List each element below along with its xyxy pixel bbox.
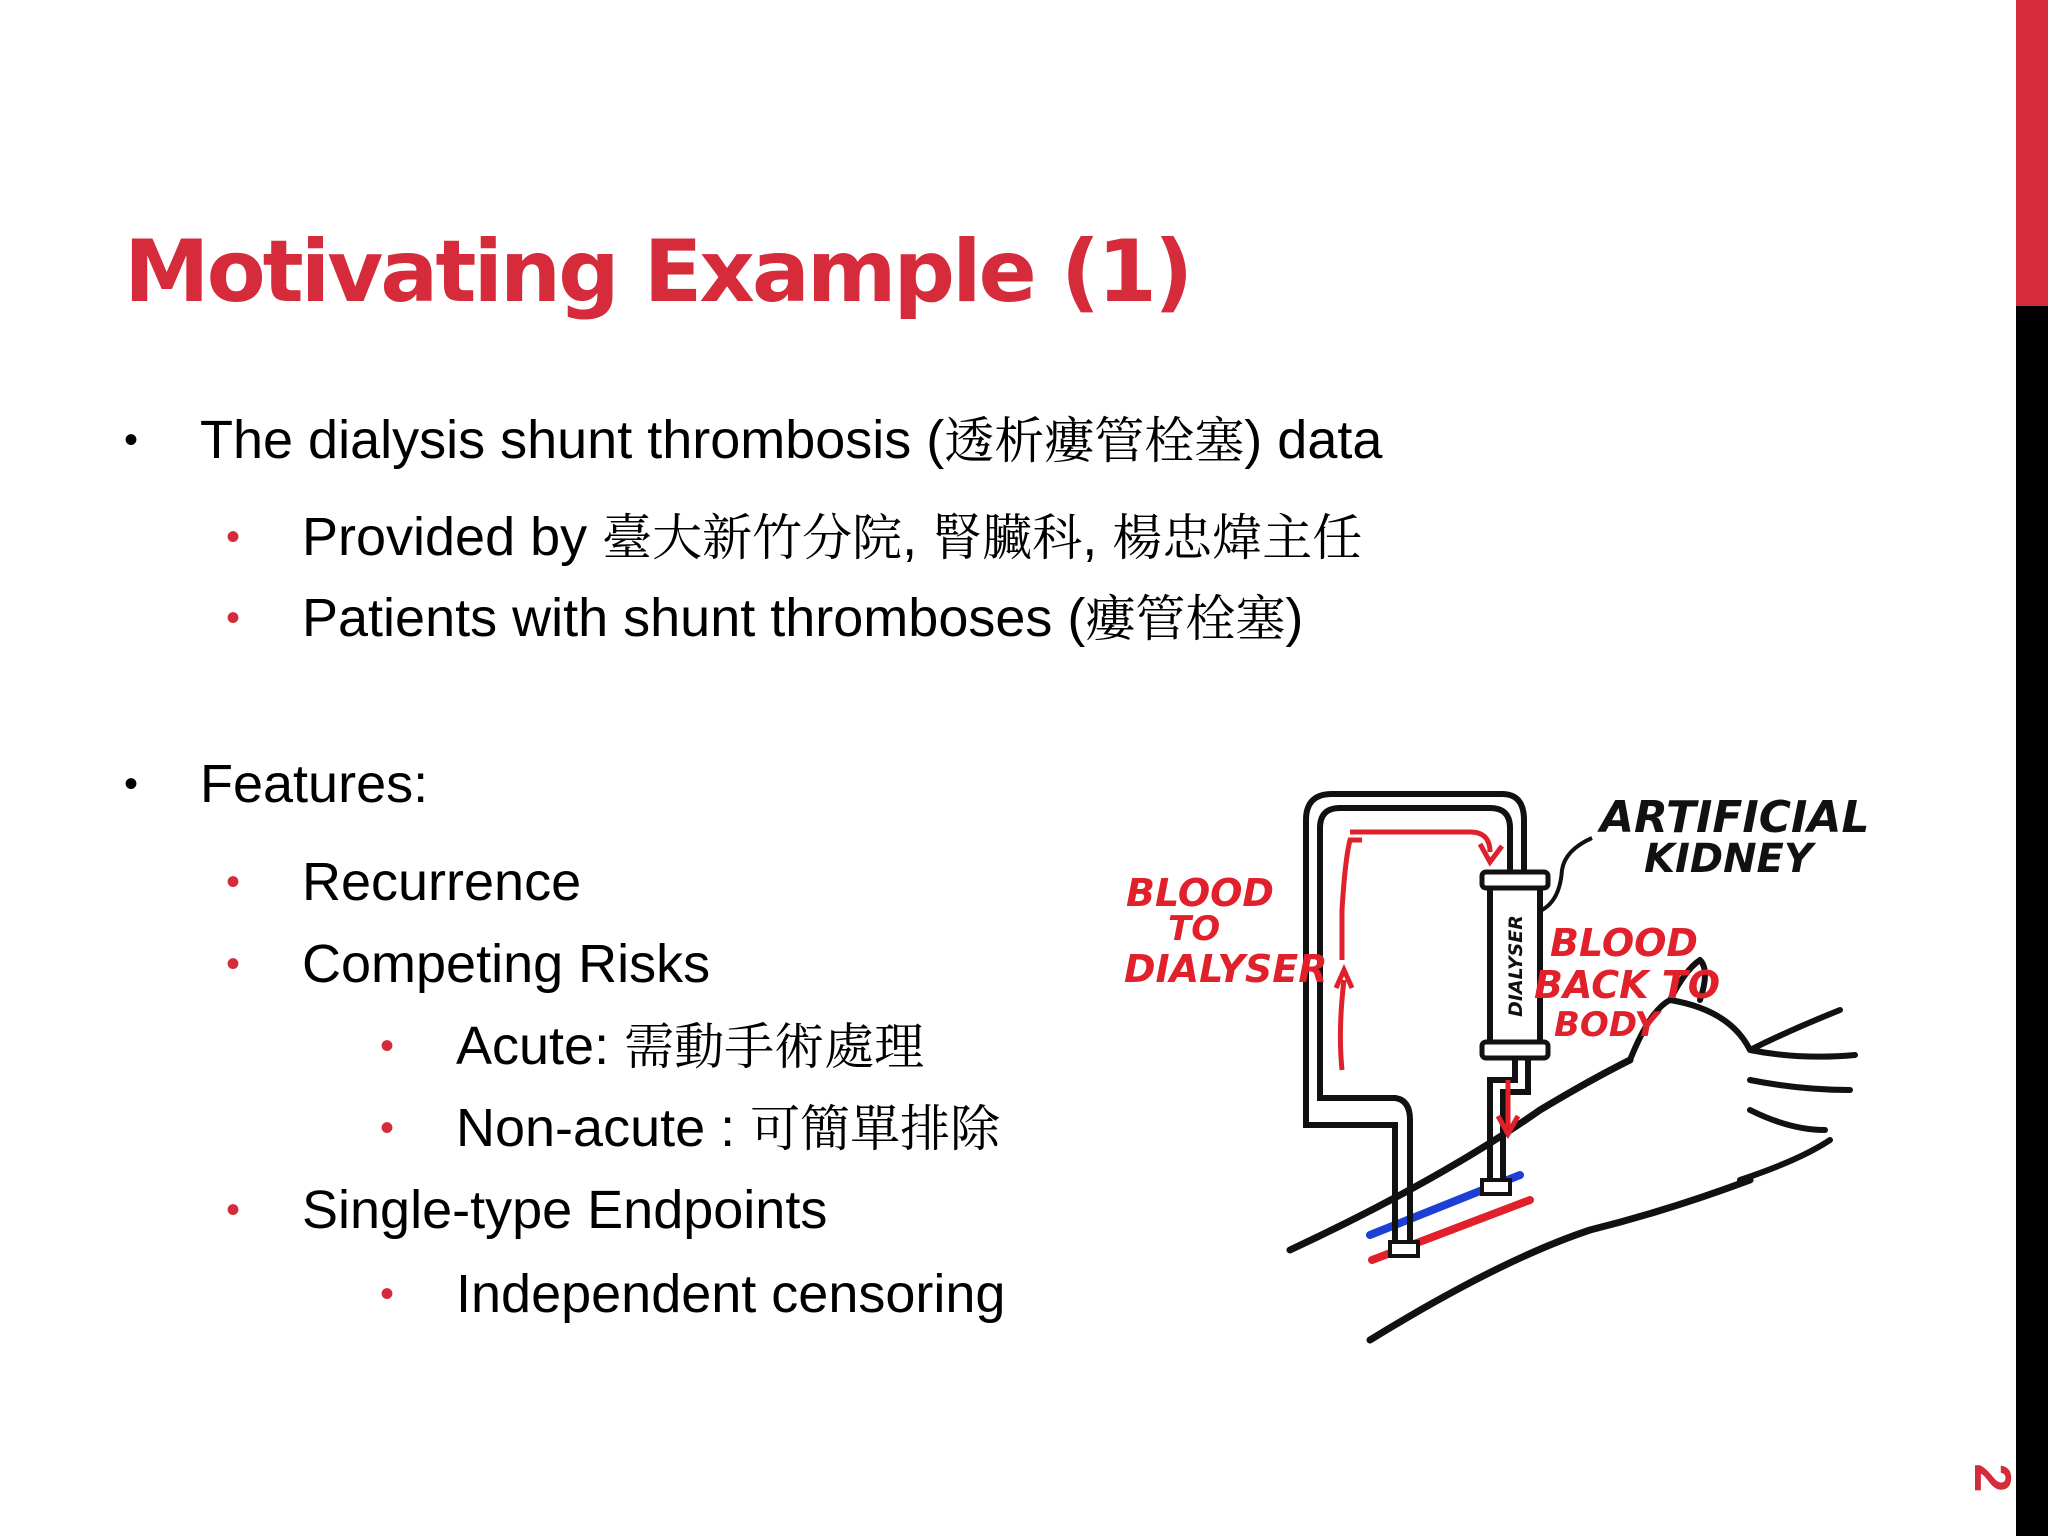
bullet-dot: •: [226, 860, 241, 904]
bullet-features: Features:: [200, 754, 429, 814]
dialyser-cap-top: [1482, 872, 1548, 888]
label-dialyser: DIALYSER: [1124, 947, 1328, 991]
needle-return: [1482, 1180, 1510, 1194]
needle-out: [1390, 1242, 1418, 1256]
label-body: BODY: [1554, 1005, 1660, 1045]
flow-arrow-top: [1350, 832, 1490, 852]
bullet-dot: •: [226, 515, 241, 559]
bullet-cjk-text: 透析瘻管栓塞: [944, 412, 1245, 470]
label-back-to: BACK TO: [1534, 963, 1720, 1007]
bullet-patients: [302, 586, 1303, 651]
bullet-dot: •: [124, 762, 139, 806]
label-blood-2: BLOOD: [1550, 921, 1698, 965]
bullet-dot: •: [124, 418, 139, 462]
bullet-text: The dialysis shunt thrombosis (: [200, 410, 945, 470]
bullet-provided-by: [302, 505, 1362, 570]
dialysis-illustration: [1110, 780, 1890, 1360]
page-number: 2: [1963, 1463, 2021, 1493]
bullet-cjk-text: 可簡單排除: [750, 1100, 1001, 1158]
bullet-dot: •: [226, 942, 241, 986]
label-to: TO: [1168, 909, 1221, 949]
bullet-cjk-text: 需動手術處理: [624, 1018, 925, 1076]
bullet-text: Acute:: [456, 1016, 625, 1076]
arm-upper-edge: [1290, 1060, 1630, 1250]
bullet-dot: •: [380, 1272, 395, 1316]
bullet-single-type: Single-type Endpoints: [302, 1180, 828, 1240]
bullet-recurrence: Recurrence: [302, 852, 582, 912]
bullet-text: Provided by: [302, 507, 603, 567]
bullet-text: ,: [1082, 507, 1113, 567]
label-blood-1: BLOOD: [1126, 871, 1274, 915]
bullet-dot: •: [226, 1188, 241, 1232]
label-kidney: KIDNEY: [1644, 836, 1813, 882]
flow-arrow-up-lower: [1340, 980, 1344, 1070]
bullet-dot: •: [380, 1106, 395, 1150]
bullet-cjk-text: 瘻管栓塞: [1085, 590, 1286, 648]
bullet-non-acute: [456, 1096, 1000, 1161]
bullet-text: Non-acute :: [456, 1098, 751, 1158]
bullet-cjk-text: 腎臟科: [932, 509, 1083, 567]
bullet-dialysis-data: [200, 408, 1382, 473]
dialyser-cap-bottom: [1482, 1042, 1548, 1058]
flow-arrow-up: [1342, 840, 1362, 960]
sidebar-red-bar: [2016, 0, 2048, 306]
slide-title: Motivating Example (1): [124, 222, 1191, 322]
bullet-acute: [456, 1014, 924, 1079]
arm-lower-edge: [1370, 1180, 1750, 1340]
bullet-text: ): [1285, 588, 1304, 648]
label-artificial: ARTIFICIAL: [1600, 792, 1870, 843]
bullet-text: ,: [902, 507, 933, 567]
dialyser-label: DIALYSER: [1505, 915, 1527, 1017]
bullet-cjk-text: 臺大新竹分院: [602, 509, 903, 567]
bullet-competing-risks: Competing Risks: [302, 934, 711, 994]
bullet-cjk-text: 楊忠煒主任: [1112, 509, 1363, 567]
hand-lower-edge: [1740, 1140, 1830, 1180]
bullet-text: Patients with shunt thromboses (: [302, 588, 1086, 648]
bullet-dot: •: [226, 596, 241, 640]
bullet-text: ) data: [1244, 410, 1383, 470]
bullet-dot: •: [380, 1024, 395, 1068]
bullet-independent-censoring: Independent censoring: [456, 1264, 1006, 1324]
